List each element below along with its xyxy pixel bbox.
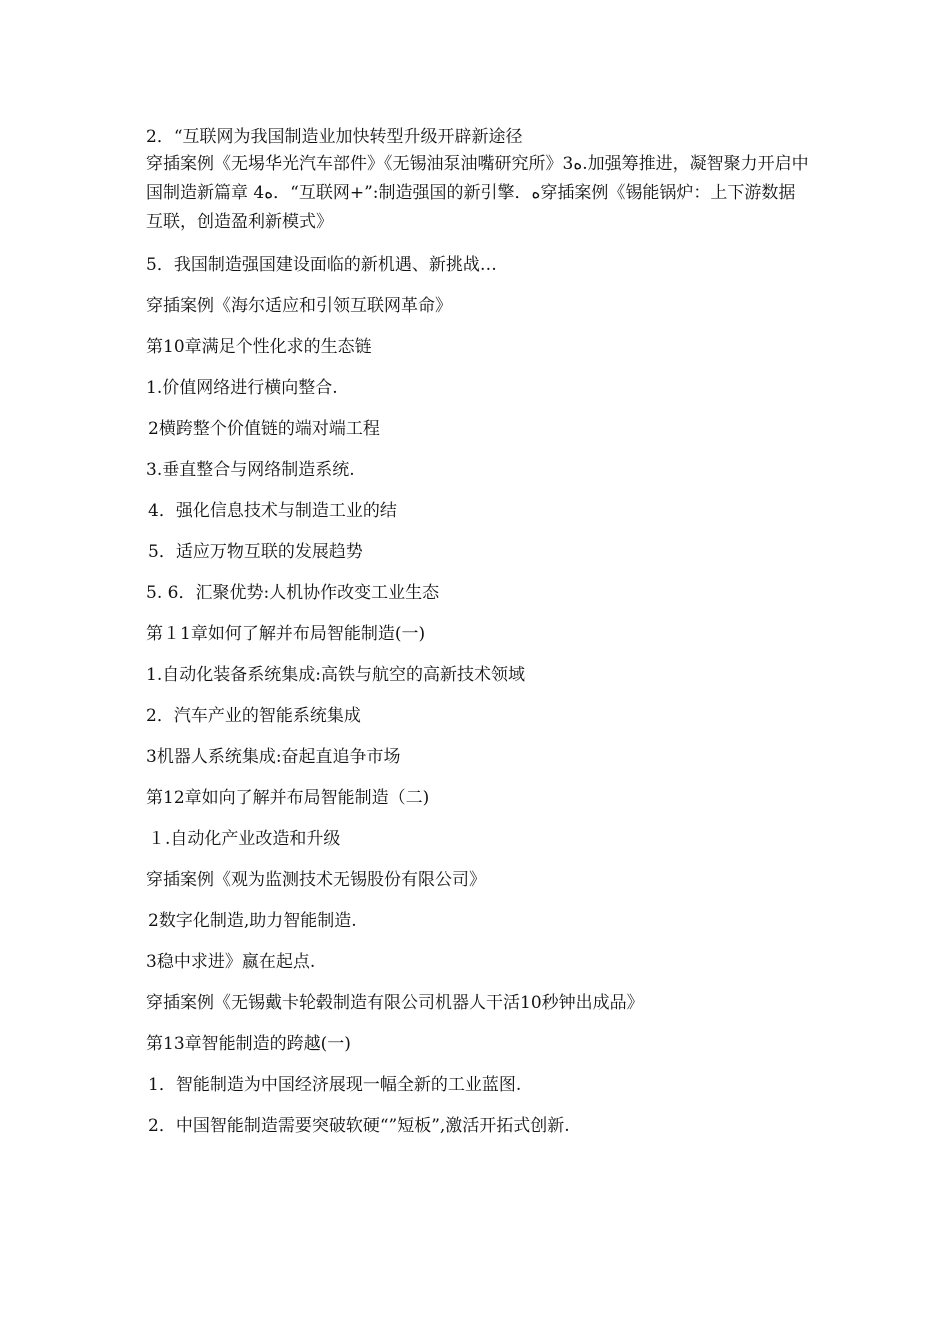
ch10-item-5: 5．适应万物互联的发展趋势 bbox=[148, 542, 363, 562]
case-daika: 穿插案例《无锡戴卡轮毂制造有限公司机器人干活10秒钟出成品》 bbox=[146, 993, 644, 1013]
chapter-10-heading: 第10章满足个性化求的生态链 bbox=[146, 337, 372, 357]
item-5-opportunities: 5．我国制造强国建设面临的新机遇、新挑战… bbox=[146, 255, 497, 275]
ch10-item-1: 1.价值网络进行横向整合. bbox=[146, 378, 338, 398]
ch13-item-1: 1．智能制造为中国经济展现一幅全新的工业蓝图. bbox=[148, 1075, 522, 1095]
document-body bbox=[146, 124, 811, 1139]
ch10-item-4: 4．强化信息技术与制造工业的结 bbox=[148, 501, 397, 521]
ch11-item-3: 3机器人系统集成:奋起直追争市场 bbox=[146, 747, 401, 767]
item-heading-2: 2．“互联网为我国制造业加快转型升级开辟新途径 bbox=[146, 127, 523, 147]
ch10-item-2: 2横跨整个价值链的端对端工程 bbox=[148, 419, 380, 439]
case-guanwei: 穿插案例《观为监测技术无锡股份有限公司》 bbox=[146, 870, 486, 890]
chapter-12-heading: 第12章如向了解并布局智能制造（二) bbox=[146, 788, 430, 808]
ch13-item-2: 2．中国智能制造需要突破软硬“”短板”,激活开拓式创新. bbox=[148, 1116, 570, 1136]
ch11-item-1: 1.自动化装备系统集成:高铁与航空的高新技术领域 bbox=[146, 665, 525, 685]
ch12-item-2: 2数字化制造,助力智能制造. bbox=[148, 911, 357, 931]
ch12-item-1: １.自动化产业改造和升级 bbox=[148, 829, 341, 849]
ch10-item-3: 3.垂直整合与网络制造系统. bbox=[146, 460, 355, 480]
chapter-11-heading: 第１1章如何了解并布局智能制造(一) bbox=[146, 624, 426, 644]
case-paragraph: 穿插案例《无埸华光汽车部件》《无锡油泵油嘴研究所》3ﻩ.加强筹推进，凝智聚力开启中国制造新篇章 4ﻩ．“互联网+”:制造强国的新引擎．ﻩ穿插案例《锡能锅炉：上下游数据互联，创造盈利新模式》 bbox=[146, 154, 809, 232]
chapter-13-heading: 第13章智能制造的跨越(一) bbox=[146, 1034, 351, 1054]
ch11-item-2: 2．汽车产业的智能系统集成 bbox=[146, 706, 361, 726]
ch10-item-6: 5. 6．汇聚优势:人机协作改变工业生态 bbox=[146, 583, 440, 603]
ch12-item-3: 3稳中求进》嬴在起点. bbox=[146, 952, 316, 972]
case-haier: 穿插案例《海尔适应和引领互联网革命》 bbox=[146, 296, 452, 316]
